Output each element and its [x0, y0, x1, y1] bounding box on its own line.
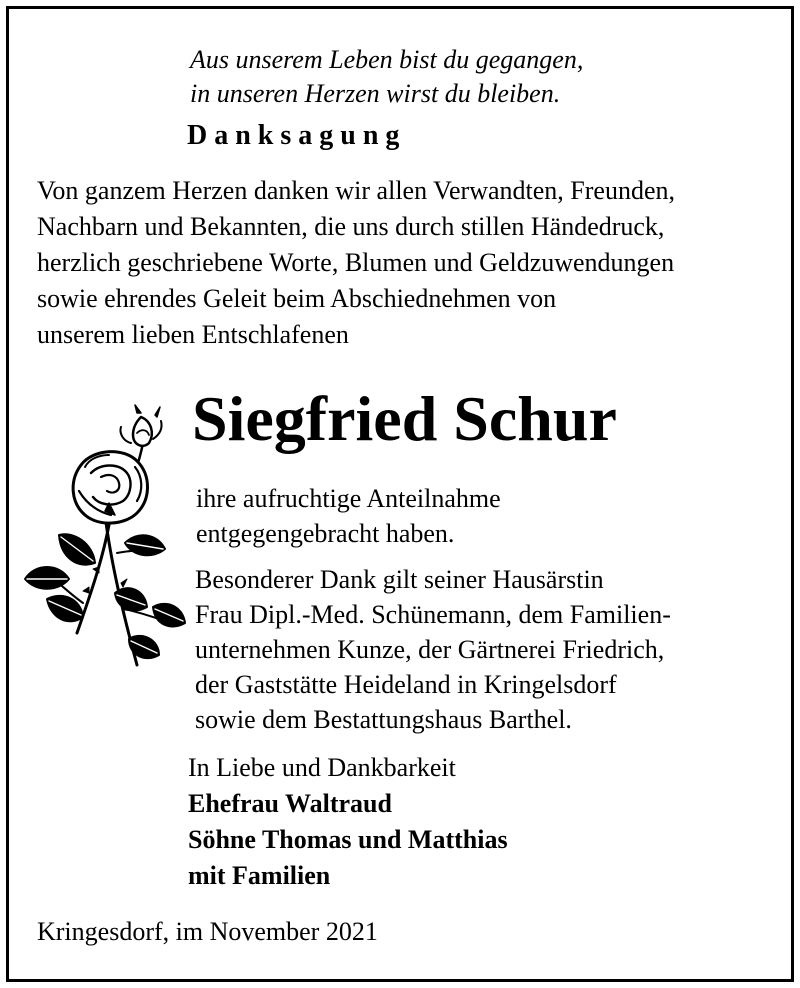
- thanks-line: entgegengebracht haben.: [196, 519, 455, 548]
- special-thanks-line: Besonderer Dank gilt seiner Hausärstin: [195, 565, 604, 594]
- obituary-notice: [6, 6, 794, 982]
- intro-text: [37, 173, 675, 353]
- intro-line: unserem lieben Entschlafenen: [37, 320, 349, 349]
- special-thanks: [195, 562, 671, 737]
- special-thanks-line: Frau Dipl.-Med. Schünemann, dem Familien-: [195, 600, 671, 629]
- intro-line: sowie ehrendes Geleit beim Abschiednehmen von: [37, 284, 557, 313]
- special-thanks-line: sowie dem Bestattungshaus Barthel.: [195, 705, 572, 734]
- motto-line: Aus unserem Leben bist du gegangen,: [190, 45, 584, 74]
- place-date: Kringesdorf, im November 2021: [37, 917, 378, 946]
- motto-line: in unseren Herzen wirst du bleiben.: [190, 79, 561, 108]
- rose-icon: [19, 403, 189, 675]
- intro-line: Nachbarn und Bekannten, die uns durch stillen Händedruck,: [37, 212, 665, 241]
- thanks-line: ihre aufruchtige Anteilnahme: [196, 484, 501, 513]
- motto-quote: [190, 43, 583, 111]
- thanks-closing: [196, 481, 501, 551]
- special-thanks-line: unternehmen Kunze, der Gärtnerei Friedrich,: [195, 635, 665, 664]
- mourner-name: Ehefrau Waltraud: [188, 789, 392, 818]
- special-thanks-line: der Gaststätte Heideland in Kringelsdorf: [195, 670, 617, 699]
- notice-heading: Danksagung: [187, 120, 407, 151]
- signoff-text: In Liebe und Dankbarkeit: [188, 753, 456, 782]
- intro-line: herzlich geschriebene Worte, Blumen und Geldzuwendungen: [37, 248, 675, 277]
- intro-line: Von ganzem Herzen danken wir allen Verwandten, Freunden,: [37, 176, 675, 205]
- mourner-name: mit Familien: [188, 861, 331, 890]
- mourner-name: Söhne Thomas und Matthias: [188, 825, 508, 854]
- signature-block: [188, 750, 508, 894]
- deceased-name: Siegfried Schur: [192, 383, 617, 454]
